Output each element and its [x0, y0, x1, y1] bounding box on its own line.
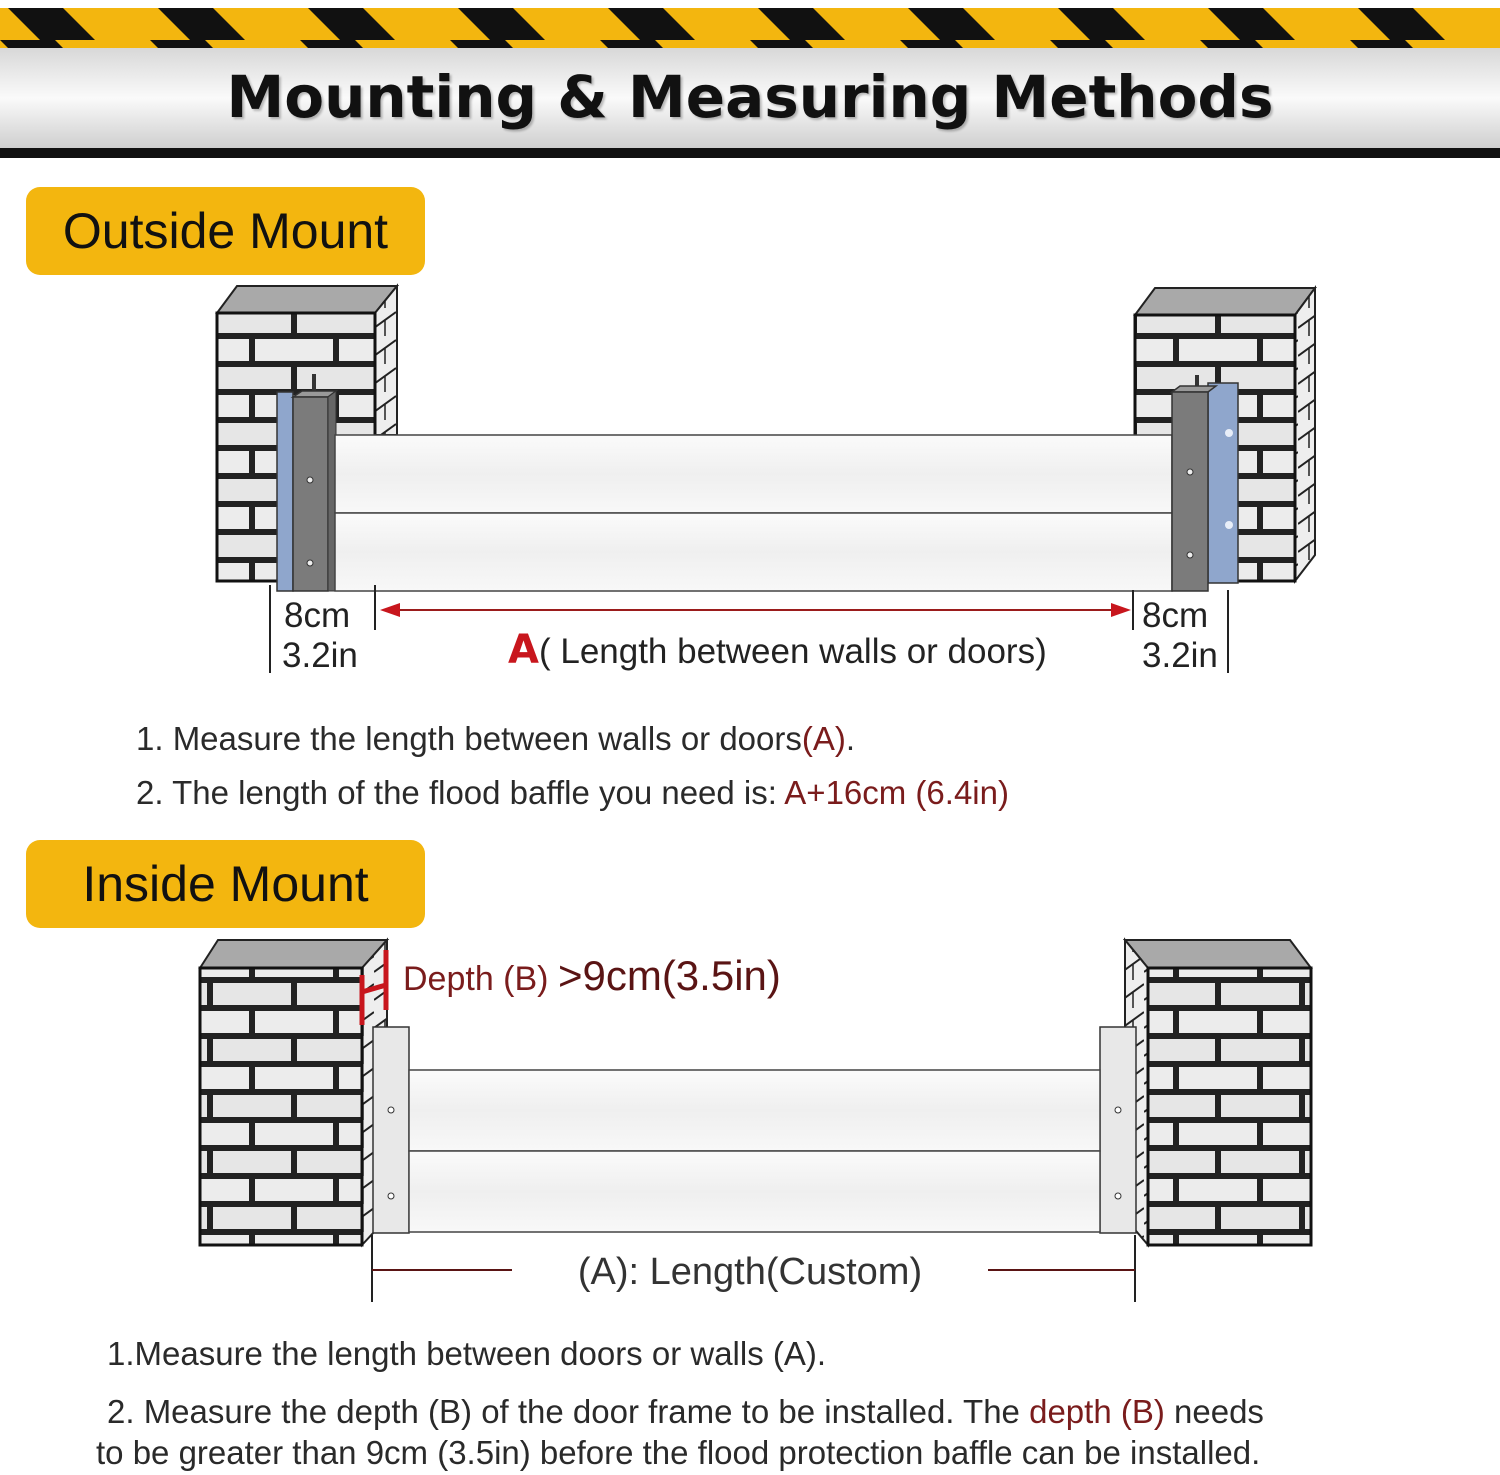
outside-right-bracket	[1172, 375, 1238, 591]
outside-instruction-2	[136, 776, 1009, 809]
instruction-text: 2. The length of the flood baffle you need is:	[136, 774, 785, 811]
instruction-highlight: depth (B)	[1029, 1393, 1165, 1430]
inside-length-label: (A): Length(Custom)	[577, 1251, 923, 1293]
depth-text: Depth (B)	[403, 960, 558, 998]
instruction-highlight: A+16cm (6.4in)	[784, 774, 1009, 811]
right-dim-in: 3.2in	[1142, 636, 1218, 675]
inside-left-pillar	[200, 940, 387, 1245]
outside-left-bracket	[277, 374, 336, 591]
a-marker: A	[508, 627, 539, 673]
inside-instruction-1: 1.Measure the length between doors or walls (A).	[107, 1335, 827, 1372]
inside-right-pillar	[1125, 940, 1311, 1245]
page-title: Mounting & Measuring Methods	[226, 63, 1274, 131]
inside-flood-panels	[409, 1070, 1100, 1232]
instruction-text: 2. Measure the depth (B) of the door frame to be installed. The	[107, 1393, 1030, 1430]
instruction-text: 1. Measure the length between walls or doors	[136, 720, 802, 757]
instruction-text: needs	[1164, 1393, 1264, 1430]
outside-instruction-1	[136, 722, 855, 755]
depth-label	[403, 952, 781, 999]
inside-instruction-3: to be greater than 9cm (3.5in) before the flood protection baffle can be installed.	[96, 1434, 1261, 1471]
right-dim-cm: 8cm	[1142, 596, 1209, 635]
inside-mount-badge	[26, 840, 425, 928]
title-underline	[0, 148, 1500, 158]
length-a-label	[508, 627, 1047, 673]
instruction-highlight: (A)	[801, 720, 846, 757]
hazard-stripe-band	[0, 8, 1500, 48]
inside-instruction-2	[107, 1395, 1264, 1428]
instruction-text: .	[845, 720, 856, 757]
depth-value: >9cm(3.5in)	[557, 952, 781, 999]
inside-mount-label: Inside Mount	[82, 856, 369, 912]
a-description: ( Length between walls or doors)	[538, 632, 1047, 671]
outside-mount-badge	[26, 187, 425, 275]
left-dim-cm: 8cm	[284, 596, 351, 635]
outside-mount-label: Outside Mount	[62, 203, 389, 259]
outside-flood-panels	[335, 435, 1172, 591]
left-dim-in: 3.2in	[282, 636, 358, 675]
